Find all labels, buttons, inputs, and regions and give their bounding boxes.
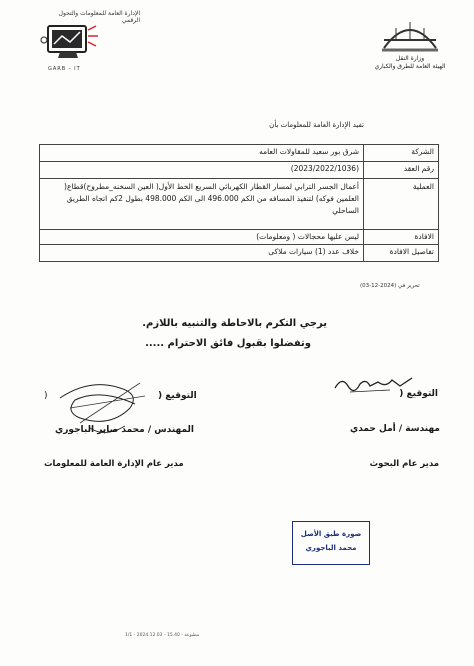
row-value: أعمال الجسر الترابي لمسار القطار الكهربائي السريع الخط الأول( العين السخنه_مطروح)قطاع( العلمين فوكه) لتنفيذ المسافه من الكم 496.000 الى الكم 498.000 بطول 2كم اتجاه الطريق الساحلي (40, 179, 364, 230)
true-copy-stamp (292, 521, 370, 565)
right-org-name (372, 55, 448, 71)
authority-name: الهيئة العامة للطرق والكباري (374, 63, 446, 70)
stamp-line-2: محمد الباجوري (305, 544, 357, 552)
bridge-logo-icon (382, 10, 438, 52)
ministry-name: وزارة النقل (395, 55, 425, 62)
signature-paren-left: ) (44, 391, 48, 401)
handwritten-signature-right (330, 370, 420, 400)
row-label: تفاصيل الافادة (364, 245, 439, 262)
row-value: (2023/2022/1036) (40, 162, 364, 179)
left-logo-caption: GARB - IT (48, 66, 81, 72)
issue-date: تحرير في (2024-12-03) (360, 283, 420, 289)
signature-label-right: التوقيع ( (399, 389, 438, 399)
stamp-line-1: صورة طبق الأصل (300, 530, 362, 538)
engineer-name-left: المهندس / محمد صابر الباجوري (55, 425, 194, 435)
computer-logo-icon (40, 20, 100, 66)
row-label: الافادة (364, 230, 439, 245)
table-row-statement (40, 230, 439, 245)
left-org-name: الإدارة العامة للمعلومات والتحول الرقمي (58, 10, 140, 24)
table-row-details (40, 245, 439, 262)
engineer-name-right: مهندسة / أمل حمدي (349, 424, 440, 434)
row-label: العملية (364, 179, 439, 230)
table-row-company (40, 145, 439, 162)
intro-text: تفيد الإدارة العامة للمعلومات بأن (269, 121, 364, 129)
job-title-left: مدير عام الإدارة العامة للمعلومات (44, 459, 184, 469)
row-label: رقم العقد (364, 162, 439, 179)
table-row-operation (40, 179, 439, 230)
handwritten-signature-left (50, 368, 160, 448)
signature-label-left: التوقيع ( (158, 391, 197, 401)
closing-line-1: يرجي التكرم بالاحاطة والتنبيه باللازم. (142, 318, 327, 329)
row-value: شرق بور سعيد للمقاولات العامه (40, 145, 364, 162)
print-footer: مطبوعة - 15.40 - 2024.12.03 - 1/1 (125, 633, 200, 638)
row-label: الشركة (364, 145, 439, 162)
row-value: ليس عليها محجالات ( ومعلومات) (40, 230, 364, 245)
row-value: خلاف عدد (1) سيارات ملاكى (40, 245, 364, 262)
table-row-contract (40, 162, 439, 179)
closing-line-2: وتفضلوا بقبول فائق الاحترام ..... (145, 338, 311, 349)
job-title-right: مدير عام البحوث (369, 459, 439, 469)
info-table (39, 144, 439, 262)
